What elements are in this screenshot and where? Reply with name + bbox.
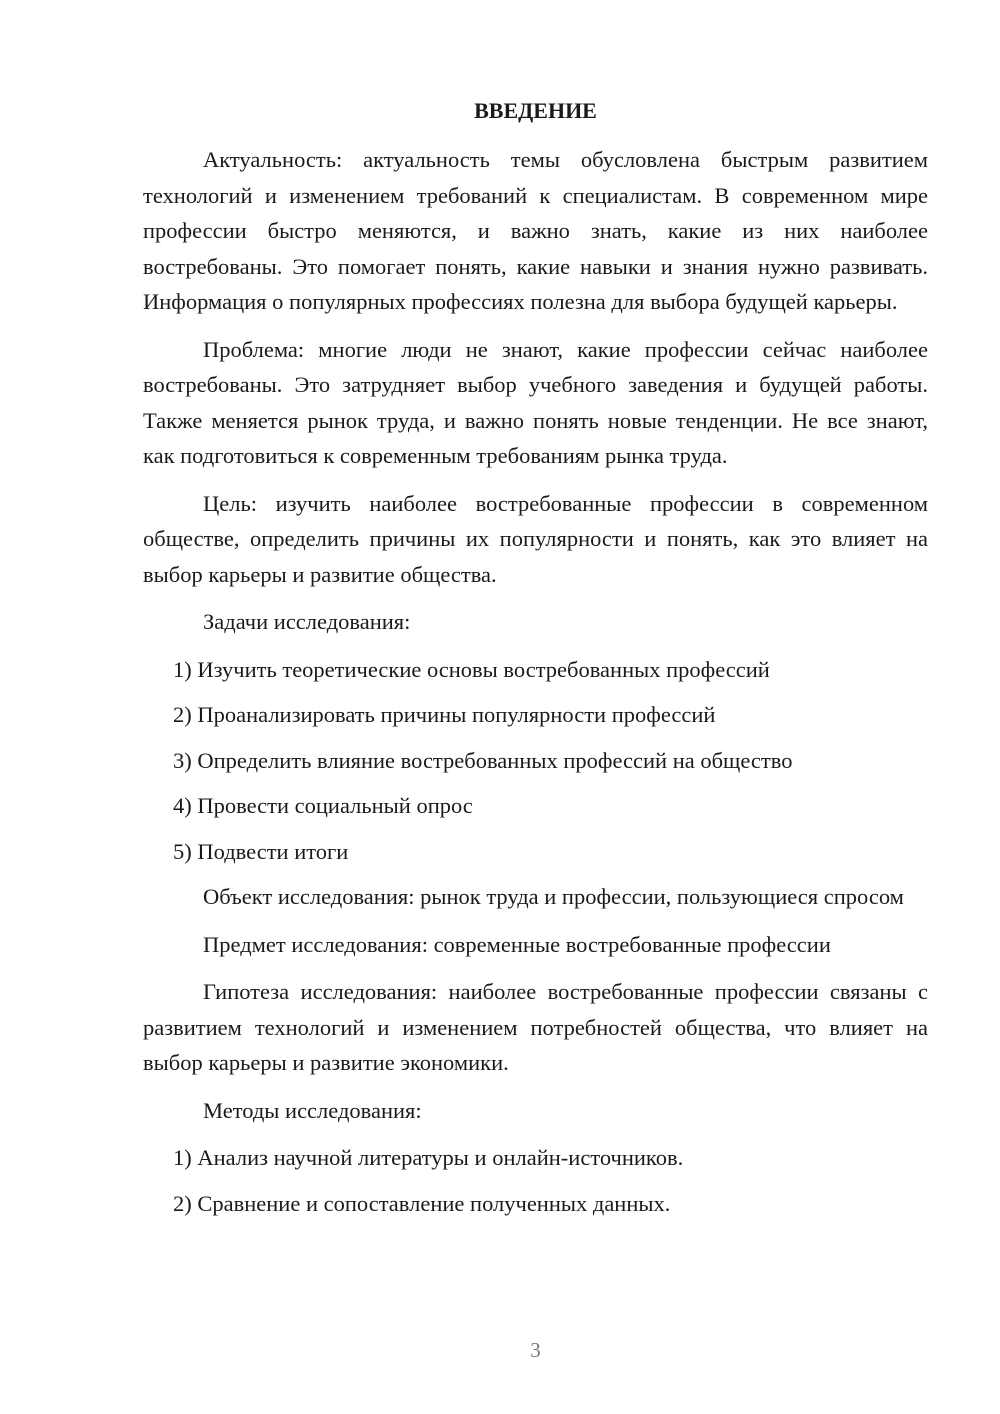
task-item: 1) Изучить теоретические основы востребованных профессий bbox=[173, 656, 770, 682]
document-page bbox=[143, 0, 928, 1414]
paragraph-object: Объект исследования: рынок труда и профессии, пользующиеся спросом bbox=[203, 884, 904, 909]
task-item: 4) Провести социальный опрос bbox=[173, 793, 473, 818]
document-title: ВВЕДЕНИЕ bbox=[474, 98, 597, 123]
methods-heading: Методы исследования: bbox=[203, 1097, 422, 1123]
document-body bbox=[143, 142, 928, 1231]
method-item: 2) Сравнение и сопоставление полученных данных. bbox=[173, 1190, 671, 1216]
paragraph-relevance: Актуальность: актуальность темы обусловлена быстрым развитием технологий и изменением требований к специалистам. В современном мире профессии быстро меняются, и важно знать, какие из них наиболее востребованы. Это помогает понять, какие навыки и знания нужно развивать. Информация о популярных профессиях полезна для выбора будущей карьеры. bbox=[143, 147, 928, 314]
method-item: 1) Анализ научной литературы и онлайн-источников. bbox=[173, 1145, 684, 1170]
paragraph-subject: Предмет исследования: современные востребованные профессии bbox=[203, 931, 831, 957]
task-item: 2) Проанализировать причины популярности профессий bbox=[173, 702, 716, 727]
paragraph-hypothesis: Гипотеза исследования: наиболее востребованные профессии связаны с развитием технологий и изменением потребностей общества, что влияет на выбор карьеры и развитие экономики. bbox=[143, 979, 928, 1075]
paragraph-goal: Цель: изучить наиболее востребованные профессии в современном обществе, определить причины их популярности и понять, как это влияет на выбор карьеры и развитие общества. bbox=[143, 490, 928, 587]
paragraph-problem: Проблема: многие люди не знают, какие профессии сейчас наиболее востребованы. Это затрудняет выбор учебного заведения и будущей работы. Также меняется рынок труда, и важно понять новые тенденции. Не все знают, как подготовиться к современным требованиям рынка труда. bbox=[143, 336, 928, 468]
tasks-heading: Задачи исследования: bbox=[203, 609, 411, 634]
task-item: 3) Определить влияние востребованных профессий на общество bbox=[173, 747, 793, 773]
page-number: 3 bbox=[530, 1338, 541, 1362]
task-item: 5) Подвести итоги bbox=[173, 838, 349, 864]
